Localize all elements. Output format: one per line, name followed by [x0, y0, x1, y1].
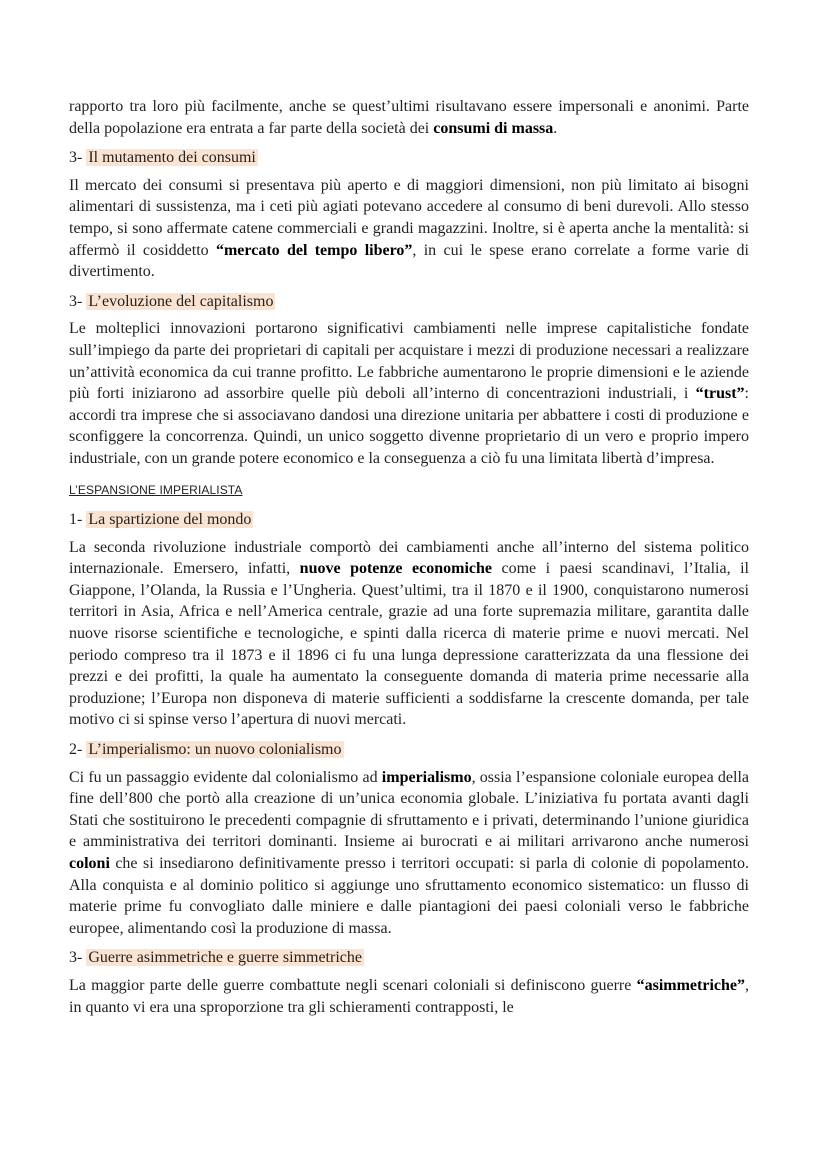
highlighted-title: La spartizione del mondo [88, 511, 252, 529]
section-heading-consumi: 3- Il mutamento dei consumi [69, 149, 256, 167]
section-heading-guerre: 3- Guerre asimmetriche e guerre simmetriche [69, 949, 362, 967]
paragraph-guerre: La maggior parte delle guerre combattute negli scenari coloniali si definiscono guerre “asimmetriche”, in quanto vi era una sproporzione tra gli schieramenti contrapposti, le [69, 976, 749, 1016]
term-mercato-tempo-libero: “mercato del tempo libero” [215, 241, 413, 259]
section-heading-capitalismo: 3- L’evoluzione del capitalismo [69, 292, 274, 310]
section-heading-imperialismo: 2- L’imperialismo: un nuovo colonialismo [69, 741, 342, 759]
paragraph-capitalismo: Le molteplici innovazioni portarono significativi cambiamenti nelle imprese capitalistiche fondate sull’impiego da parte dei proprietari di capitali per acquistare i mezzi di produzione necessari a realizzare un’attività economica da cui tranne profitto. Le fabbriche aumentarono le proprie dimensioni e le aziende più forti iniziarono ad assorbire quelle più deboli all’interno di concentrazioni industriali, i “trust”: accordi tra imprese che si associavano dandosi una direzione unitaria per abbattere i costi di produzione e sconfiggere la concorrenza. Quindi, un unico soggetto divenne proprietario di un vero e proprio impero industriale, con un grande potere economico e la conseguenza a ciò fu una limitata libertà d’impresa. [69, 320, 749, 467]
term-trust: “trust” [695, 385, 745, 403]
highlighted-title: Guerre asimmetriche e guerre simmetriche [88, 949, 362, 967]
paragraph-consumi: Il mercato dei consumi si presentava più aperto e di maggiori dimensioni, non più limitato ai bisogni alimentari di sussistenza, ma i ceti più agiati potevano accedere al consumo di beni durevoli. Allo stesso tempo, si sono affermate catene commerciali e grandi magazzini. Inoltre, si è aperta anche la mentalità: si affermò il cosiddetto “mercato del tempo libero”, in cui le spese erano correlate a forme varie di divertimento. [69, 176, 750, 281]
paragraph-spartizione: La seconda rivoluzione industriale comportò dei cambiamenti anche all’interno del sistema politico internazionale. Emersero, infatti, nuove potenze economiche come i paesi scandinavi, l’Italia, il Giappone, l’Olanda, la Russia e l’Ungheria. Quest’ultimi, tra il 1870 e il 1900, conquistarono numerosi territori in Asia, Africa e nell’America centrale, grazie ad una forte supremazia militare, garantita dalle nuove risorse scientifiche e tecnologiche, e spinti dalla ricerca di materie prime e nuovi mercati. Nel periodo compreso tra il 1873 e il 1896 ci fu una lunga depressione caratterizzata da una flessione dei prezzi e dei profitti, la quale ha aumentato la conseguente domanda di materia prime necessarie alla produzione; l’Europa non disponeva di materie sufficienti a soddisfarne la crescente domanda, per tale motivo ci si spinse verso l’apertura di nuovi mercati. [69, 538, 749, 729]
term-consumi-di-massa: consumi di massa [433, 119, 554, 137]
document-page [69, 96, 749, 1018]
term-imperialismo: imperialismo [381, 768, 472, 786]
section-heading-spartizione: 1- La spartizione del mondo [69, 511, 252, 529]
term-nuove-potenze: nuove potenze economiche [299, 560, 492, 578]
highlighted-title: Il mutamento dei consumi [88, 149, 256, 167]
paragraph-intro: rapporto tra loro più facilmente, anche se quest’ultimi risultavano essere impersonali e anonimi. Parte della popolazione era entrata a far parte della società dei consumi di massa. [69, 98, 749, 137]
chapter-title: L’ESPANSIONE IMPERIALISTA [69, 482, 243, 497]
paragraph-imperialismo: Ci fu un passaggio evidente dal colonialismo ad imperialismo, ossia l’espansione coloniale europea della fine dell’800 che portò alla creazione di un’unica economia globale. L’iniziativa fu portata avanti dagli Stati che sostituirono le precedenti compagnie di sfruttamento e i privati, determinando l’unione giuridica e amministrativa dei territori dominanti. Insieme ai burocrati e ai militari arrivarono anche numerosi coloni che si insediarono definitivamente presso i territori occupati: si parla di colonie di popolamento. Alla conquista e al dominio politico si aggiunge uno sfruttamento economico sistematico: un flusso di materie prime fu convogliato dalle miniere e dalle piantagioni dei paesi coloniali verso le fabbriche europee, alimentando così la produzione di massa. [69, 768, 749, 937]
term-coloni: coloni [69, 855, 110, 872]
highlighted-title: L’evoluzione del capitalismo [88, 292, 274, 310]
highlighted-title: L’imperialismo: un nuovo colonialismo [88, 741, 342, 759]
term-asimmetriche: “asimmetriche” [636, 976, 745, 994]
